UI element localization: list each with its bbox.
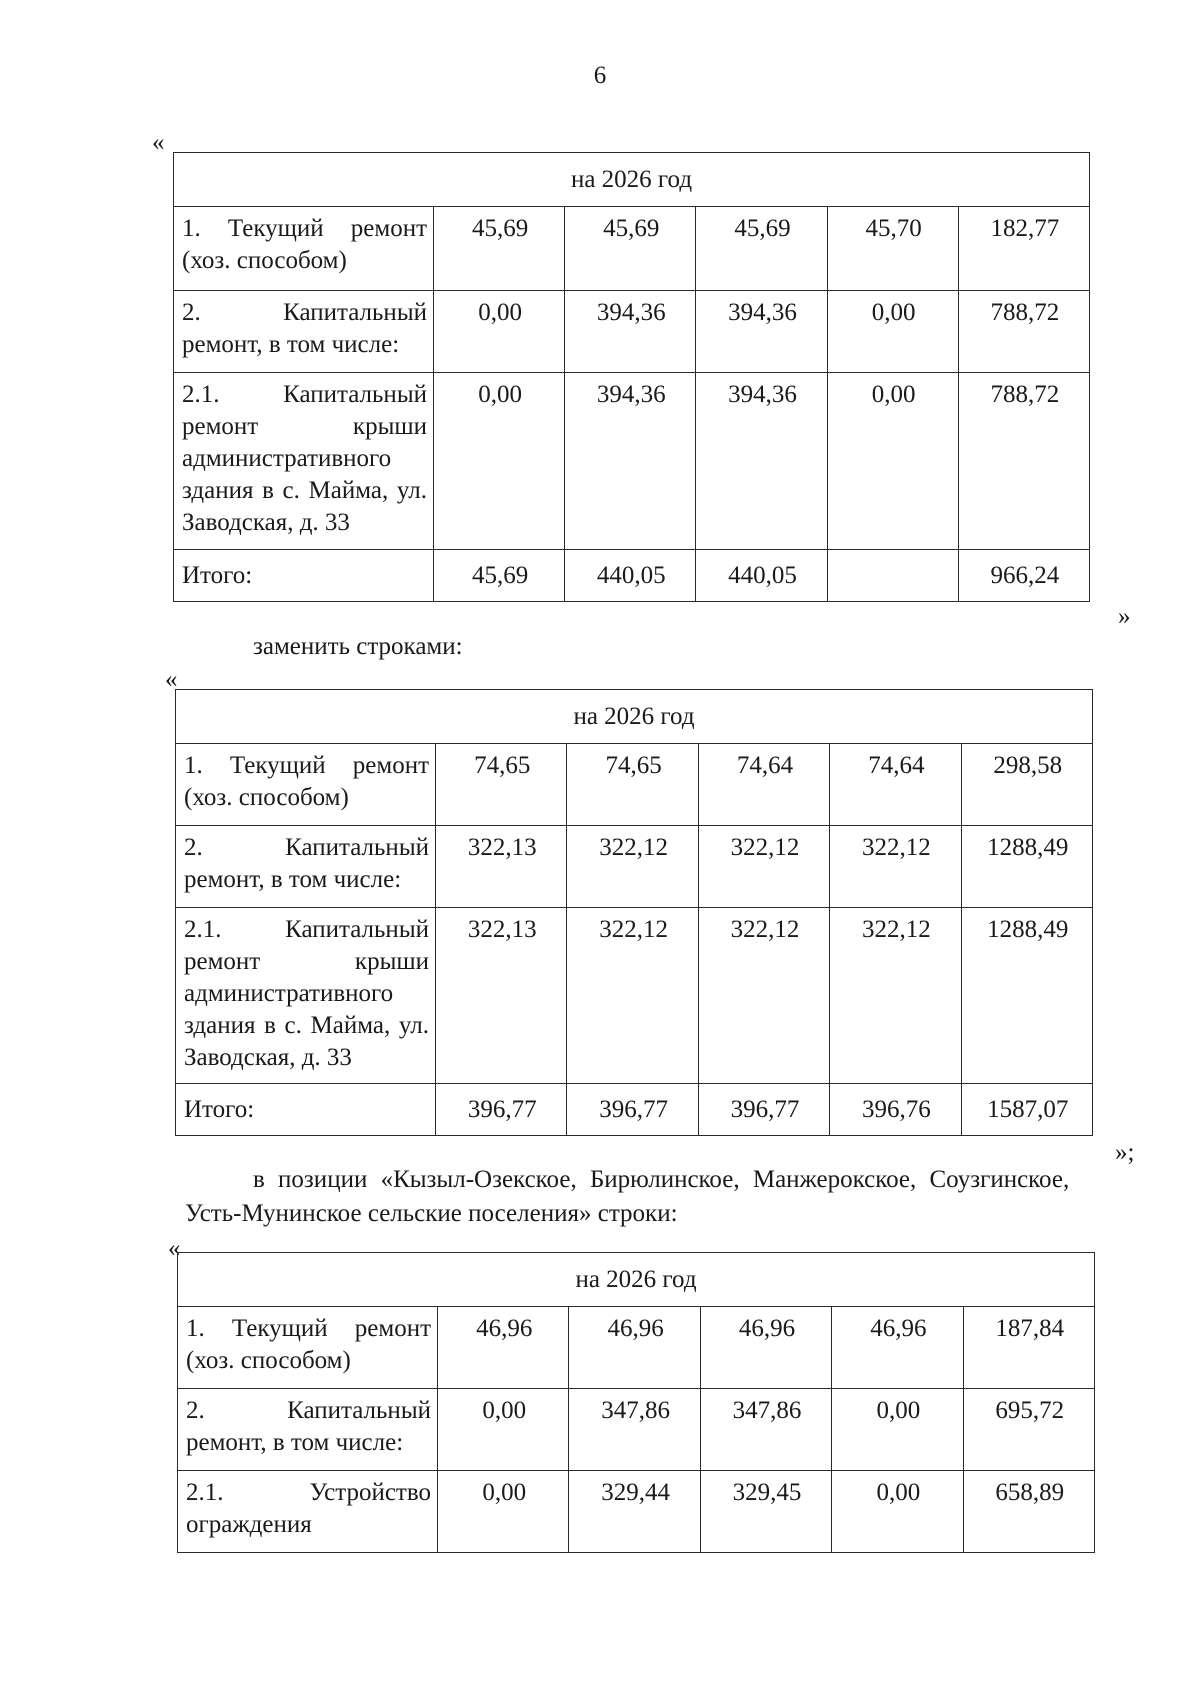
total-label: Итого:: [174, 550, 434, 602]
row-label: 1. Текущий ремонт (хоз. способом): [178, 1307, 438, 1389]
cell-value: 0,00: [438, 1389, 569, 1471]
cell-value: 329,45: [700, 1471, 831, 1553]
open-quote: «: [168, 1235, 181, 1262]
cell-value: 966,24: [958, 550, 1089, 602]
cell-value: 298,58: [961, 744, 1092, 826]
table-row: [176, 826, 1093, 908]
cell-value: 322,12: [567, 908, 698, 1084]
cell-value: 0,00: [832, 1471, 963, 1553]
cell-value: 46,96: [438, 1307, 569, 1389]
table-row: [176, 744, 1093, 826]
row-label: 2. Капитальный ремонт, в том числе:: [178, 1389, 438, 1471]
close-quote-semicolon: »;: [1115, 1139, 1135, 1166]
cell-value: 347,86: [700, 1389, 831, 1471]
row-label: 2.1. Капитальный ремонт крыши административного здания в с. Майма, ул. Заводская, д. 33: [176, 908, 436, 1084]
cell-value: 440,05: [696, 550, 827, 602]
cell-value: 322,12: [698, 908, 829, 1084]
cell-value: 788,72: [958, 373, 1089, 550]
cell-value: 440,05: [565, 550, 696, 602]
cell-value: 74,65: [567, 744, 698, 826]
row-label: 2.1. Устройство ограждения: [178, 1471, 438, 1553]
cell-value: 45,70: [827, 207, 958, 291]
cell-value: 394,36: [565, 373, 696, 550]
position-text-line-1: в позиции «Кызыл-Озекское, Бирюлинское, Манжерокское, Соузгинское,: [253, 1166, 1070, 1193]
page-number: 6: [593, 62, 607, 89]
replace-text: заменить строками:: [253, 633, 463, 660]
cell-value: 1288,49: [961, 908, 1092, 1084]
budget-table-1: [173, 152, 1090, 602]
cell-value: 322,13: [436, 908, 567, 1084]
row-label: 1. Текущий ремонт (хоз. способом): [174, 207, 434, 291]
cell-value: 1587,07: [961, 1084, 1092, 1136]
table-row-total: [176, 1084, 1093, 1136]
table-row: [178, 1307, 1095, 1389]
budget-table-3: [177, 1252, 1095, 1553]
cell-value: 394,36: [565, 291, 696, 373]
total-label: Итого:: [176, 1084, 436, 1136]
table-row: [178, 1471, 1095, 1553]
row-label: 2.1. Капитальный ремонт крыши административного здания в с. Майма, ул. Заводская, д. 33: [174, 373, 434, 550]
cell-value: 322,12: [830, 908, 961, 1084]
cell-value: 788,72: [958, 291, 1089, 373]
table-row-total: [174, 550, 1090, 602]
table-row: [178, 1389, 1095, 1471]
cell-value: 0,00: [438, 1471, 569, 1553]
table-row: [174, 373, 1090, 550]
cell-value: 695,72: [963, 1389, 1094, 1471]
year-header: на 2026 год: [174, 153, 1090, 207]
cell-value: 322,12: [830, 826, 961, 908]
table-row: [174, 207, 1090, 291]
cell-value: 0,00: [832, 1389, 963, 1471]
cell-value: 322,12: [567, 826, 698, 908]
cell-value: 0,00: [827, 373, 958, 550]
table-row: [174, 291, 1090, 373]
close-quote: »: [1118, 603, 1131, 630]
cell-value: 322,12: [698, 826, 829, 908]
cell-value: 46,96: [569, 1307, 700, 1389]
year-header: на 2026 год: [178, 1253, 1095, 1307]
cell-value: [827, 550, 958, 602]
position-text-line-2: Усть-Мунинское сельские поселения» строки:: [185, 1200, 678, 1227]
cell-value: 45,69: [434, 550, 565, 602]
cell-value: 658,89: [963, 1471, 1094, 1553]
cell-value: 396,77: [698, 1084, 829, 1136]
row-label: 2. Капитальный ремонт, в том числе:: [174, 291, 434, 373]
cell-value: 396,77: [567, 1084, 698, 1136]
open-quote: «: [165, 666, 178, 693]
cell-value: 45,69: [696, 207, 827, 291]
year-header: на 2026 год: [176, 690, 1093, 744]
cell-value: 74,64: [698, 744, 829, 826]
cell-value: 187,84: [963, 1307, 1094, 1389]
cell-value: 396,77: [436, 1084, 567, 1136]
cell-value: 329,44: [569, 1471, 700, 1553]
cell-value: 74,64: [830, 744, 961, 826]
cell-value: 394,36: [696, 291, 827, 373]
cell-value: 0,00: [827, 291, 958, 373]
cell-value: 74,65: [436, 744, 567, 826]
table-row: [176, 908, 1093, 1084]
row-label: 2. Капитальный ремонт, в том числе:: [176, 826, 436, 908]
cell-value: 45,69: [434, 207, 565, 291]
cell-value: 1288,49: [961, 826, 1092, 908]
cell-value: 0,00: [434, 291, 565, 373]
open-quote: «: [152, 129, 165, 156]
cell-value: 182,77: [958, 207, 1089, 291]
cell-value: 0,00: [434, 373, 565, 550]
cell-value: 45,69: [565, 207, 696, 291]
cell-value: 347,86: [569, 1389, 700, 1471]
cell-value: 396,76: [830, 1084, 961, 1136]
row-label: 1. Текущий ремонт (хоз. способом): [176, 744, 436, 826]
cell-value: 46,96: [700, 1307, 831, 1389]
budget-table-2: [175, 689, 1093, 1136]
cell-value: 322,13: [436, 826, 567, 908]
cell-value: 394,36: [696, 373, 827, 550]
cell-value: 46,96: [832, 1307, 963, 1389]
